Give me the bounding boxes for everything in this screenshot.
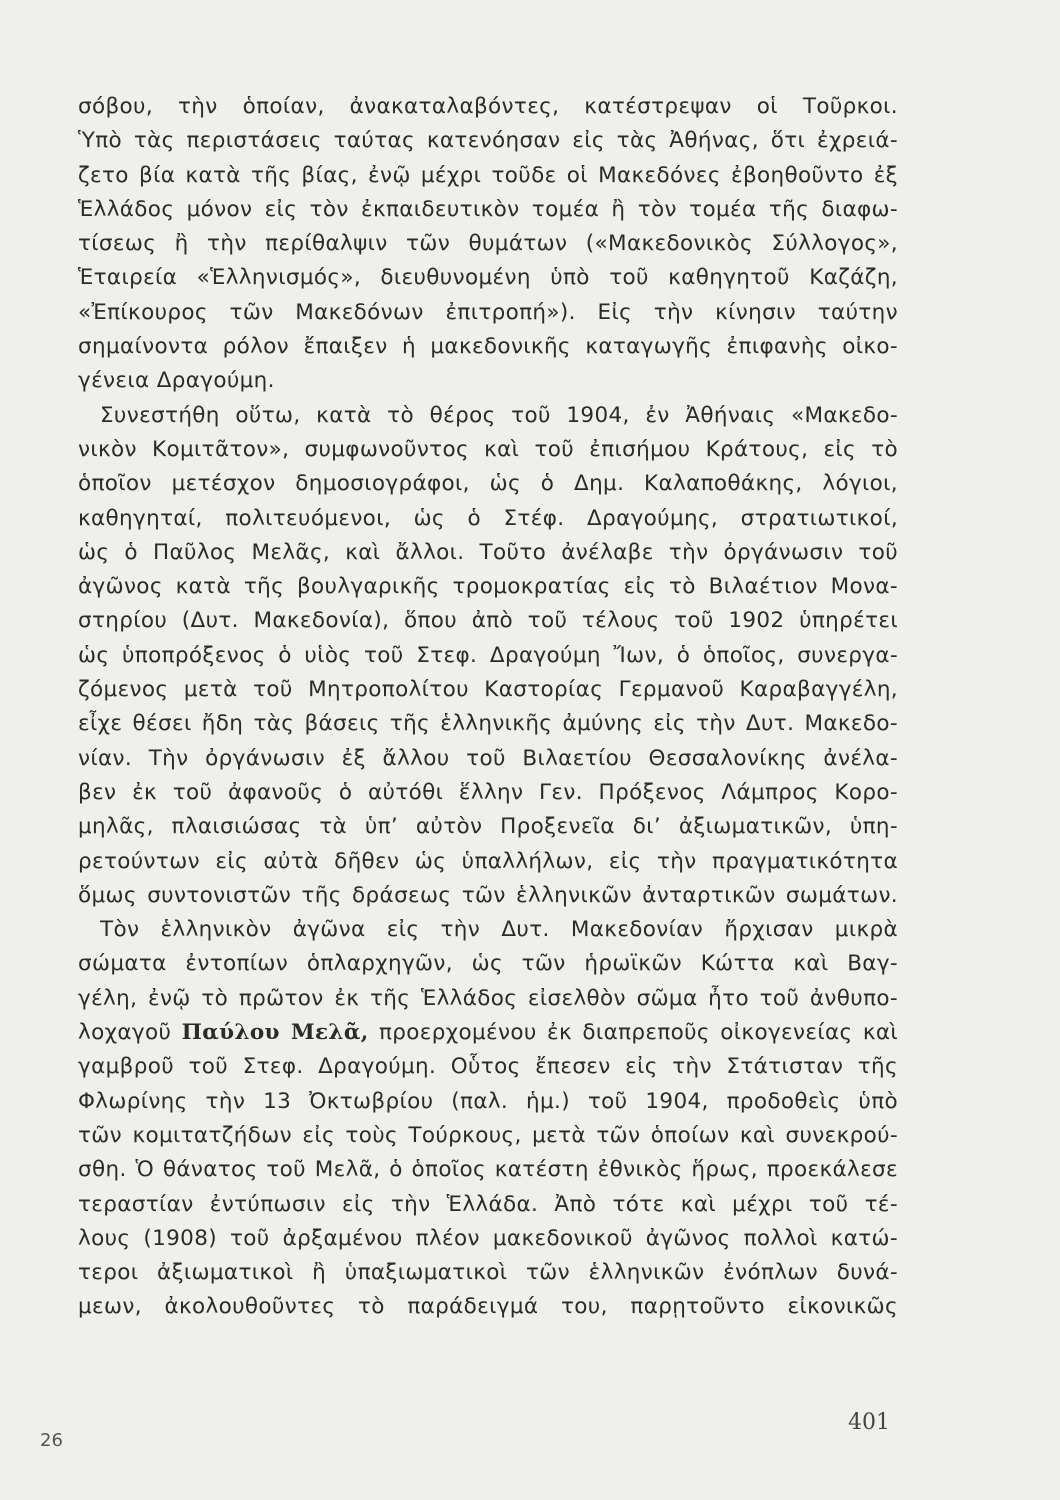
text-line: Συνεστήθη οὕτω, κατὰ τὸ θέρος τοῦ 1904, ἐν Ἀθήναις «Μακεδο- [100, 402, 898, 428]
text-line: Ἑταιρεία «Ἑλληνισμός», διευθυνομένη ὑπὸ τοῦ καθηγητοῦ Καζάζη, [78, 265, 898, 291]
signature-mark: 26 [40, 1430, 63, 1451]
text-line: στηρίου (Δυτ. Μακεδονία), ὅπου ἀπὸ τοῦ τέλους τοῦ 1902 ὑπηρέτει [78, 608, 898, 634]
text-line: τίσεως ἢ τὴν περίθαλψιν τῶν θυμάτων («Μακεδονικὸς Σύλλογος», [78, 231, 898, 257]
page-number: 401 [848, 1410, 890, 1435]
text-line: βεν ἐκ τοῦ ἀφανοῦς ὁ αὐτόθι ἕλλην Γεν. Πρόξενος Λάμπρος Κορο- [78, 779, 898, 805]
text-line: τεροι ἀξιωματικοὶ ἢ ὑπαξιωματικοὶ τῶν ἑλληνικῶν ἐνόπλων δυνά- [78, 1260, 898, 1286]
text-line [78, 1016, 898, 1050]
text-line: γαμβροῦ τοῦ Στεφ. Δραγούμη. Οὗτος ἔπεσεν εἰς τὴν Στάτισταν τῆς [78, 1054, 898, 1080]
body-text [78, 90, 898, 1325]
text-line: σόβου, τὴν ὁποίαν, ἀνακαταλαβόντες, κατέστρεψαν οἱ Τοῦρκοι. [78, 94, 898, 119]
text-line: ζετο βία κατὰ τῆς βίας, ἐνῷ μέχρι τοῦδε οἱ Μακεδόνες ἐβοηθοῦντο ἐξ [78, 162, 898, 188]
text-line: Φλωρίνης τὴν 13 Ὀκτωβρίου (παλ. ἡμ.) τοῦ 1904, προδοθεὶς ὑπὸ [78, 1088, 898, 1114]
text-line: γένεια Δραγούμη. [78, 368, 275, 394]
text-line: ὁποῖον μετέσχον δημοσιογράφοι, ὡς ὁ Δημ. Καλαποθάκης, λόγιοι, [78, 471, 898, 497]
text-line: σώματα ἐντοπίων ὁπλαρχηγῶν, ὡς τῶν ἡρωϊκῶν Κώττα καὶ Βαγ- [78, 951, 898, 977]
text-line: σθη. Ὁ θάνατος τοῦ Μελᾶ, ὁ ὁποῖος κατέστη ἐθνικὸς ἥρως, προεκάλεσε [78, 1157, 898, 1183]
text-line: ὡς ὁ Παῦλος Μελᾶς, καὶ ἄλλοι. Τοῦτο ἀνέλαβε τὴν ὀργάνωσιν τοῦ [78, 539, 898, 565]
text-line: ἀγῶνος κατὰ τῆς βουλγαρικῆς τρομοκρατίας εἰς τὸ Βιλαέτιον Μονα- [78, 574, 898, 600]
text-line: σημαίνοντα ρόλον ἔπαιξεν ἡ μακεδονικῆς καταγωγῆς ἐπιφανὴς οἰκο- [78, 334, 898, 360]
text-line: ὡς ὑποπρόξενος ὁ υἱὸς τοῦ Στεφ. Δραγούμη Ἴων, ὁ ὁποῖος, συνεργα- [78, 642, 898, 668]
text-line: Ὑπὸ τὰς περιστάσεις ταύτας κατενόησαν εἰς τὰς Ἀθήνας, ὅτι ἐχρειά- [78, 128, 898, 154]
text-line: γέλη, ἐνῷ τὸ πρῶτον ἐκ τῆς Ἑλλάδος εἰσελθὸν σῶμα ἦτο τοῦ ἀνθυπο- [78, 985, 898, 1011]
text-line: «Ἐπίκουρος τῶν Μακεδόνων ἐπιτροπή»). Εἰς τὴν κίνησιν ταύτην [78, 299, 898, 325]
bold-name: Παύλου Μελᾶ, [181, 1020, 369, 1046]
text-line: μηλᾶς, πλαισιώσας τὰ ὑπ’ αὐτὸν Προξενεῖα δι’ ἀξιωματικῶν, ὑπη- [78, 814, 898, 840]
text-line: Τὸν ἑλληνικὸν ἀγῶνα εἰς τὴν Δυτ. Μακεδονίαν ἤρχισαν μικρὰ [100, 917, 898, 943]
text-line-end: προερχομένου ἐκ διαπρεποῦς οἰκογενείας καὶ [368, 1020, 898, 1046]
text-line: εἶχε θέσει ἤδη τὰς βάσεις τῆς ἑλληνικῆς ἀμύνης εἰς τὴν Δυτ. Μακεδο- [78, 711, 898, 737]
text-line: ὅμως συντονιστῶν τῆς δράσεως τῶν ἑλληνικῶν ἀνταρτικῶν σωμάτων. [78, 882, 898, 908]
text-line: ζόμενος μετὰ τοῦ Μητροπολίτου Καστορίας Γερμανοῦ Καραβαγγέλη, [78, 677, 898, 703]
text-line: νίαν. Τὴν ὀργάνωσιν ἐξ ἄλλου τοῦ Βιλαετίου Θεσσαλονίκης ἀνέλα- [78, 745, 898, 771]
text-line: Ἑλλάδος μόνον εἰς τὸν ἐκπαιδευτικὸν τομέα ἢ τὸν τομέα τῆς διαφω- [78, 196, 898, 222]
text-line: ρετούντων εἰς αὐτὰ δῆθεν ὡς ὑπαλλήλων, εἰς τὴν πραγματικότητα [78, 848, 898, 874]
text-line: νικὸν Κομιτᾶτον», συμφωνοῦντος καὶ τοῦ ἐπισήμου Κράτους, εἰς τὸ [78, 436, 898, 462]
text-line: λους (1908) τοῦ ἀρξαμένου πλέον μακεδονικοῦ ἀγῶνος πολλοὶ κατώ- [78, 1225, 898, 1251]
text-line-start: λοχαγοῦ [78, 1020, 182, 1046]
text-line: τεραστίαν ἐντύπωσιν εἰς τὴν Ἑλλάδα. Ἀπὸ τότε καὶ μέχρι τοῦ τέ- [78, 1191, 898, 1217]
text-line: τῶν κομιτατζήδων εἰς τοὺς Τούρκους, μετὰ τῶν ὁποίων καὶ συνεκρού- [78, 1122, 898, 1148]
text-line: καθηγηταί, πολιτευόμενοι, ὡς ὁ Στέφ. Δραγούμης, στρατιωτικοί, [78, 505, 898, 531]
text-line: μεων, ἀκολουθοῦντες τὸ παράδειγμά του, παρῃτοῦντο εἰκονικῶς [78, 1294, 898, 1320]
